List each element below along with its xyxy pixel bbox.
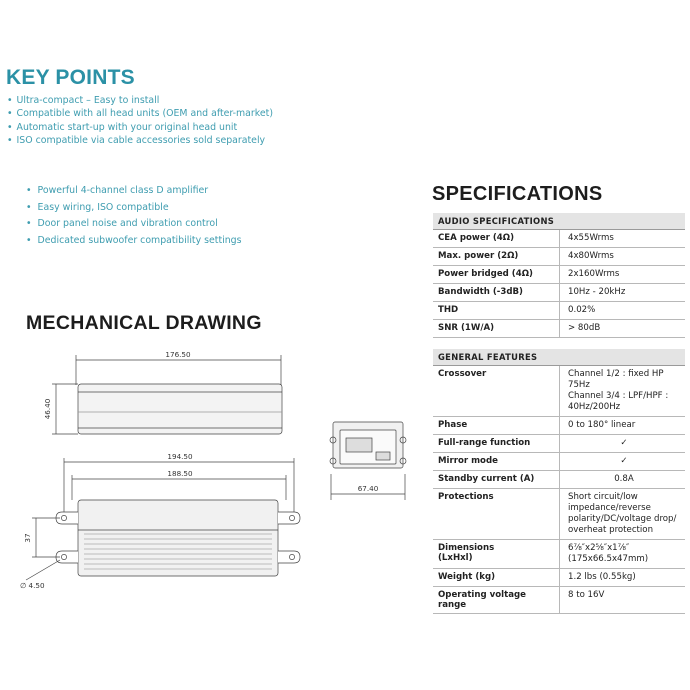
spec-value: 8 to 16V	[560, 587, 686, 614]
spec-label: Standby current (A)	[433, 471, 560, 489]
crossover-line: Channel 1/2 : fixed HP 75Hz	[568, 369, 664, 390]
key-points-title: KEY POINTS	[6, 66, 135, 89]
dimensions-line: (175x66.5x47mm)	[568, 554, 649, 564]
mechanical-drawing-title: MECHANICAL DRAWING	[26, 312, 262, 334]
table-row	[433, 489, 685, 540]
spec-value: 0 to 180° linear	[560, 417, 686, 435]
table-row	[433, 230, 685, 248]
spec-label: SNR (1W/A)	[433, 320, 560, 338]
check-icon: ✓	[560, 435, 686, 453]
feature-item: • Powerful 4-channel class D amplifier	[26, 183, 242, 200]
dim-label-top-width: 176.50	[165, 350, 191, 359]
feature-item: • Easy wiring, ISO compatible	[26, 200, 242, 217]
table-row	[433, 302, 685, 320]
dim-label-top-height: 46.40	[43, 398, 52, 420]
key-points-list	[7, 94, 273, 147]
key-point-item: • ISO compatible via cable accessories sold separately	[7, 134, 273, 147]
spec-label: Phase	[433, 417, 560, 435]
top-view-body	[78, 500, 278, 576]
dim-label-hole-diameter: ∅ 4.50	[20, 581, 45, 590]
feature-item: • Door panel noise and vibration control	[26, 216, 242, 233]
table-row	[433, 453, 685, 471]
crossover-line: 40Hz/200Hz	[568, 402, 621, 412]
key-point-item: • Ultra-compact – Easy to install	[7, 94, 273, 107]
spec-value	[560, 540, 686, 569]
spec-label: Mirror mode	[433, 453, 560, 471]
dimensions-label-line: Dimensions	[438, 543, 495, 553]
spec-value: 4x55Wrms	[560, 230, 686, 248]
protections-line: polarity/DC/voltage drop/	[568, 514, 677, 524]
table-row	[433, 540, 685, 569]
key-point-item: • Compatible with all head units (OEM and after-market)	[7, 107, 273, 120]
spec-value: 2x160Wrms	[560, 266, 686, 284]
spec-value	[560, 366, 686, 417]
spec-value	[560, 489, 686, 540]
table-row	[433, 320, 685, 338]
spec-label: Max. power (2Ω)	[433, 248, 560, 266]
mechanical-drawing	[0, 340, 420, 600]
dim-label-bottom-inner: 188.50	[167, 469, 193, 478]
table-row	[433, 569, 685, 587]
dimensions-line: 6⁷⁄₈″x2⁵⁄₈″x1⁷⁄₈″	[568, 543, 630, 553]
spec-label: Protections	[433, 489, 560, 540]
table-row	[433, 471, 685, 489]
protections-line: overheat protection	[568, 525, 654, 535]
table-row	[433, 284, 685, 302]
check-icon: ✓	[560, 453, 686, 471]
spec-label: Full-range function	[433, 435, 560, 453]
spec-label	[433, 540, 560, 569]
spec-label: CEA power (4Ω)	[433, 230, 560, 248]
dimensions-label-line: (LxHxl)	[438, 553, 473, 563]
table-row	[433, 435, 685, 453]
dim-label-end-width: 67.40	[357, 484, 379, 493]
table-row	[433, 266, 685, 284]
dim-line-hole-diameter	[26, 560, 60, 580]
spec-label: Weight (kg)	[433, 569, 560, 587]
spec-label: Crossover	[433, 366, 560, 417]
spec-value: 0.02%	[560, 302, 686, 320]
dim-label-hole-spacing: 37	[23, 533, 32, 543]
key-point-item: • Automatic start-up with your original head unit	[7, 121, 273, 134]
spec-value: > 80dB	[560, 320, 686, 338]
table-row	[433, 366, 685, 417]
spec-label: THD	[433, 302, 560, 320]
audio-specifications-header: AUDIO SPECIFICATIONS	[433, 213, 685, 230]
protections-line: impedance/reverse	[568, 503, 651, 513]
side-view-body	[78, 384, 282, 434]
protections-line: Short circuit/low	[568, 492, 638, 502]
features-list	[26, 183, 242, 249]
general-features-header: GENERAL FEATURES	[433, 349, 685, 366]
spec-label: Power bridged (4Ω)	[433, 266, 560, 284]
crossover-line: Channel 3/4 : LPF/HPF :	[568, 391, 669, 401]
feature-item: • Dedicated subwoofer compatibility settings	[26, 233, 242, 250]
table-row	[433, 248, 685, 266]
table-row	[433, 417, 685, 435]
spec-label: Operating voltage range	[433, 587, 560, 614]
spec-value: 0.8A	[560, 471, 686, 489]
dim-label-bottom-outer: 194.50	[167, 452, 193, 461]
spec-label: Bandwidth (-3dB)	[433, 284, 560, 302]
general-features-table	[433, 349, 685, 614]
spec-value: 1.2 lbs (0.55kg)	[560, 569, 686, 587]
audio-specifications-table	[433, 213, 685, 338]
spec-value: 4x80Wrms	[560, 248, 686, 266]
spec-value: 10Hz - 20kHz	[560, 284, 686, 302]
specifications-title: SPECIFICATIONS	[432, 183, 603, 205]
table-row	[433, 587, 685, 614]
